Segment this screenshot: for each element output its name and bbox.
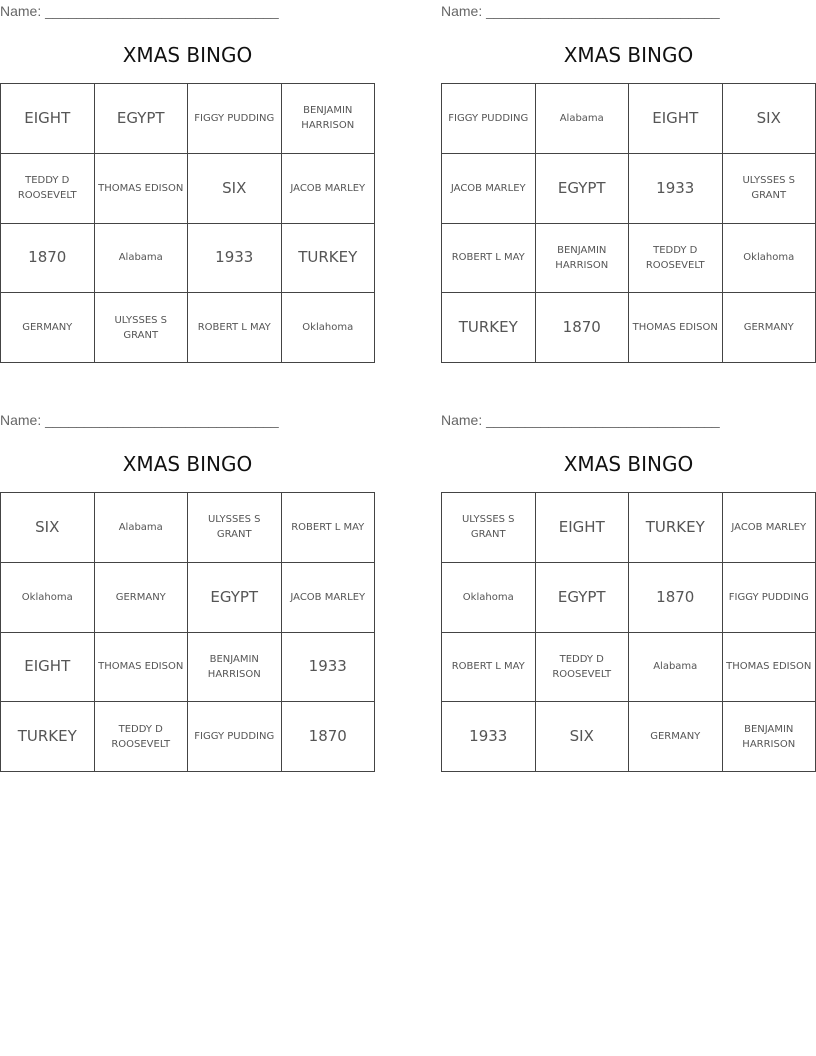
bingo-cell: SIX: [535, 702, 629, 772]
name-field-line: Name: ______________________________: [0, 3, 279, 19]
bingo-cell: ROBERT L MAY: [442, 223, 536, 293]
bingo-cell: FIGGY PUDDING: [722, 562, 816, 632]
bingo-cell: 1870: [535, 293, 629, 363]
bingo-cell: ULYSSES S GRANT: [442, 493, 536, 563]
bingo-cell: ROBERT L MAY: [281, 493, 375, 563]
bingo-cell: Alabama: [535, 84, 629, 154]
bingo-cell: THOMAS EDISON: [629, 293, 723, 363]
grid-row: [1, 84, 375, 154]
grid-row: [1, 223, 375, 293]
bingo-cell: SIX: [188, 153, 282, 223]
bingo-cell: JACOB MARLEY: [442, 153, 536, 223]
bingo-cell: FIGGY PUDDING: [442, 84, 536, 154]
bingo-cell: TURKEY: [281, 223, 375, 293]
bingo-cell: EGYPT: [535, 153, 629, 223]
bingo-cell: 1870: [629, 562, 723, 632]
bingo-card: [441, 0, 816, 365]
bingo-cell: Oklahoma: [722, 223, 816, 293]
name-field-line: Name: ______________________________: [441, 3, 720, 19]
bingo-cell: EGYPT: [188, 562, 282, 632]
bingo-cell: Oklahoma: [442, 562, 536, 632]
bingo-cell: EIGHT: [535, 493, 629, 563]
name-field-line: Name: ______________________________: [441, 412, 720, 428]
bingo-cell: BENJAMIN HARRISON: [281, 84, 375, 154]
grid-row: [1, 702, 375, 772]
bingo-cell: ROBERT L MAY: [188, 293, 282, 363]
grid-row: [1, 562, 375, 632]
grid-row: [1, 493, 375, 563]
bingo-cell: JACOB MARLEY: [722, 493, 816, 563]
grid-row: [442, 293, 816, 363]
bingo-cell: EIGHT: [1, 632, 95, 702]
bingo-card: [0, 409, 375, 774]
bingo-card: [0, 0, 375, 365]
card-title: XMAS BINGO: [563, 43, 694, 67]
bingo-cell: 1933: [442, 702, 536, 772]
bingo-cell: TURKEY: [629, 493, 723, 563]
bingo-cell: TEDDY D ROOSEVELT: [94, 702, 188, 772]
bingo-cell: TEDDY D ROOSEVELT: [629, 223, 723, 293]
bingo-cell: Alabama: [94, 223, 188, 293]
bingo-cell: TEDDY D ROOSEVELT: [1, 153, 95, 223]
bingo-cell: GERMANY: [94, 562, 188, 632]
bingo-cell: ROBERT L MAY: [442, 632, 536, 702]
bingo-cell: BENJAMIN HARRISON: [188, 632, 282, 702]
grid-row: [442, 223, 816, 293]
bingo-cell: ULYSSES S GRANT: [94, 293, 188, 363]
card-title: XMAS BINGO: [122, 452, 253, 476]
bingo-cell: JACOB MARLEY: [281, 562, 375, 632]
bingo-cell: EIGHT: [1, 84, 95, 154]
bingo-grid: [441, 492, 816, 772]
grid-row: [1, 293, 375, 363]
grid-row: [442, 562, 816, 632]
grid-row: [442, 84, 816, 154]
grid-row: [1, 153, 375, 223]
bingo-cell: 1933: [281, 632, 375, 702]
bingo-card: [441, 409, 816, 774]
bingo-cell: SIX: [722, 84, 816, 154]
bingo-cell: Alabama: [629, 632, 723, 702]
bingo-cell: EGYPT: [94, 84, 188, 154]
bingo-cell: GERMANY: [722, 293, 816, 363]
bingo-cell: SIX: [1, 493, 95, 563]
bingo-cell: Alabama: [94, 493, 188, 563]
bingo-cell: GERMANY: [629, 702, 723, 772]
bingo-cell: 1933: [629, 153, 723, 223]
bingo-cell: GERMANY: [1, 293, 95, 363]
name-field-line: Name: ______________________________: [0, 412, 279, 428]
grid-row: [1, 632, 375, 702]
bingo-cell: TEDDY D ROOSEVELT: [535, 632, 629, 702]
grid-row: [442, 702, 816, 772]
card-title: XMAS BINGO: [122, 43, 253, 67]
bingo-cell: Oklahoma: [1, 562, 95, 632]
bingo-grid: [0, 492, 375, 772]
bingo-cell: ULYSSES S GRANT: [722, 153, 816, 223]
bingo-cell: TURKEY: [1, 702, 95, 772]
grid-row: [442, 493, 816, 563]
bingo-grid: [441, 83, 816, 363]
bingo-cell: 1870: [281, 702, 375, 772]
bingo-cell: ULYSSES S GRANT: [188, 493, 282, 563]
bingo-cell: FIGGY PUDDING: [188, 84, 282, 154]
bingo-cell: BENJAMIN HARRISON: [722, 702, 816, 772]
bingo-cell: EGYPT: [535, 562, 629, 632]
bingo-cell: EIGHT: [629, 84, 723, 154]
bingo-cell: FIGGY PUDDING: [188, 702, 282, 772]
grid-row: [442, 632, 816, 702]
bingo-cell: BENJAMIN HARRISON: [535, 223, 629, 293]
bingo-grid: [0, 83, 375, 363]
bingo-cell: 1933: [188, 223, 282, 293]
bingo-cell: Oklahoma: [281, 293, 375, 363]
bingo-cell: 1870: [1, 223, 95, 293]
bingo-cell: TURKEY: [442, 293, 536, 363]
bingo-cell: THOMAS EDISON: [94, 632, 188, 702]
bingo-cell: JACOB MARLEY: [281, 153, 375, 223]
card-title: XMAS BINGO: [563, 452, 694, 476]
bingo-cell: THOMAS EDISON: [94, 153, 188, 223]
grid-row: [442, 153, 816, 223]
bingo-cell: THOMAS EDISON: [722, 632, 816, 702]
